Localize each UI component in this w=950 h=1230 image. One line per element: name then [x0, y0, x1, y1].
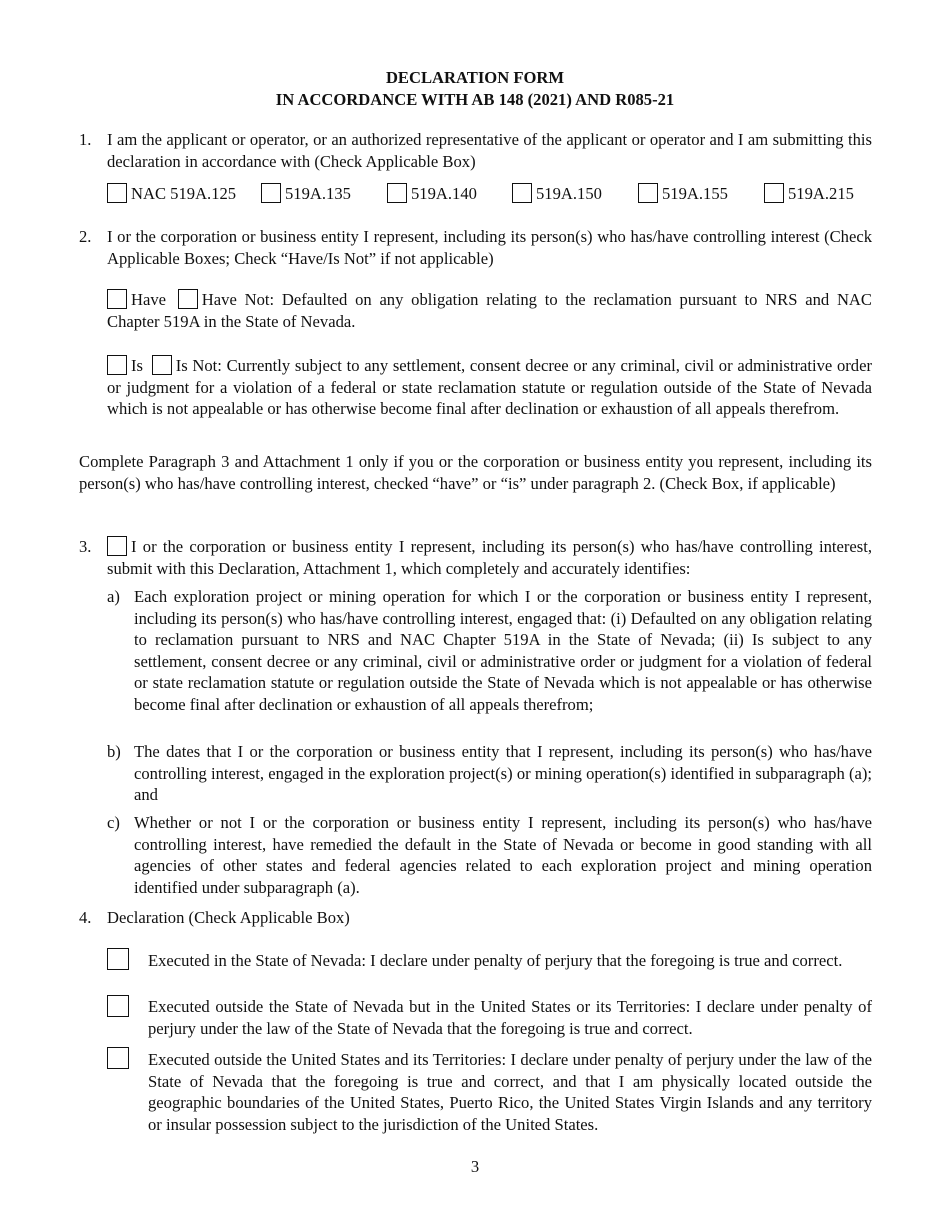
- have-label: Have: [131, 290, 167, 309]
- declaration-nevada-text: Executed in the State of Nevada: I declare under penalty of perjury that the foregoing is true and correct.: [148, 951, 843, 970]
- title-line-2: IN ACCORDANCE WITH AB 148 (2021) AND R085-21: [275, 90, 675, 109]
- subparagraph-b-text: The dates that I or the corporation or business entity that I represent, including its person(s) who has/have controlling interest, engaged in the exploration project(s) or mining operation(s) identified in subparagraph (a); and: [134, 742, 872, 804]
- option-label: 519A.155: [662, 184, 728, 203]
- declaration-outside-us-checkbox[interactable]: [107, 1047, 129, 1069]
- declaration-outside-us-text: Executed outside the United States and its Territories: I declare under penalty of perjury under the law of the State of Nevada that the foregoing is true and correct, and that I am physically located outside the geographic boundaries of the United States, Puerto Rico, the United States Virgin Islands and any territory or insular possession subject to the jurisdiction of the United States.: [148, 1050, 872, 1134]
- option-label: 519A.215: [788, 184, 854, 203]
- page-number: 3: [470, 1157, 480, 1176]
- item-4-number: 4.: [79, 908, 92, 927]
- item-1-number: 1.: [79, 130, 92, 149]
- checkbox[interactable]: [387, 183, 407, 203]
- option-label: NAC 519A.125: [131, 184, 237, 203]
- have-not-label: Have Not:: [201, 290, 275, 309]
- have-not-checkbox[interactable]: [178, 289, 198, 309]
- declaration-us-territories-checkbox[interactable]: [107, 995, 129, 1017]
- subparagraph-c-text: Whether or not I or the corporation or business entity I represent, including its person(s) who has/have controlling interest, have remedied the default in the State of Nevada or become in good standing with all agencies of other states and federal agencies related to each exploration project and mining operation identified under subparagraph (a).: [134, 813, 872, 897]
- option-519a-155[interactable]: [638, 183, 728, 205]
- item-1-options: [107, 183, 877, 207]
- item-4-text: Declaration (Check Applicable Box): [107, 908, 350, 927]
- is-not-checkbox[interactable]: [152, 355, 172, 375]
- is-checkbox[interactable]: [107, 355, 127, 375]
- checkbox[interactable]: [512, 183, 532, 203]
- subparagraph-b-label: b): [107, 742, 121, 761]
- declaration-us-territories-text: Executed outside the State of Nevada but in the United States or its Territories: I declare under penalty of perjury under the law of the State of Nevada that the foregoing is true and correct.: [148, 997, 872, 1038]
- item-2-number: 2.: [79, 227, 92, 246]
- option-label: 519A.140: [411, 184, 477, 203]
- checkbox[interactable]: [261, 183, 281, 203]
- item-2-text: I or the corporation or business entity I represent, including its person(s) who has/have controlling interest (Check Applicable Boxes; Check “Have/Is Not” if not applicable): [107, 227, 872, 268]
- option-label: 519A.150: [536, 184, 602, 203]
- is-clause-text: Currently subject to any settlement, consent decree or any criminal, civil or administrative order or judgment for a violation of a federal or state reclamation statute or regulation outside of the State of Nevada which is not appealable or has otherwise become final after declination or exhaustion of all appeals therefrom.: [107, 356, 872, 418]
- option-519a-150[interactable]: [512, 183, 602, 205]
- attachment-1-checkbox[interactable]: [107, 536, 127, 556]
- have-clause: [107, 289, 872, 332]
- checkbox[interactable]: [764, 183, 784, 203]
- option-label: 519A.135: [285, 184, 351, 203]
- checkbox[interactable]: [107, 183, 127, 203]
- declaration-nevada-checkbox[interactable]: [107, 948, 129, 970]
- item-1-text: I am the applicant or operator, or an authorized representative of the applicant or operator and I am submitting this declaration in accordance with (Check Applicable Box): [107, 130, 872, 171]
- is-label: Is: [131, 356, 143, 375]
- option-519a-135[interactable]: [261, 183, 351, 205]
- item-3-text: I or the corporation or business entity I represent, including its person(s) who has/have controlling interest, submit with this Declaration, Attachment 1, which completely and accurately identifies:: [107, 537, 872, 578]
- subparagraph-c-label: c): [107, 813, 120, 832]
- paragraph-3-instructions: Complete Paragraph 3 and Attachment 1 only if you or the corporation or business entity you represent, including its person(s) who has/have controlling interest, checked “have” or “is” under paragraph 2. (Check Box, if applicable): [79, 452, 872, 493]
- title-line-1: DECLARATION FORM: [385, 68, 565, 87]
- page-title: [0, 67, 950, 111]
- is-not-label: Is Not:: [175, 356, 222, 375]
- checkbox[interactable]: [638, 183, 658, 203]
- have-clause-text: Defaulted on any obligation relating to the reclamation pursuant to NRS and NAC Chapter 519A in the State of Nevada.: [107, 290, 872, 331]
- have-checkbox[interactable]: [107, 289, 127, 309]
- item-3-text-block: [107, 536, 872, 579]
- is-clause: [107, 355, 872, 420]
- option-519a-215[interactable]: [764, 183, 854, 205]
- option-519a-140[interactable]: [387, 183, 477, 205]
- subparagraph-a-text: Each exploration project or mining operation for which I or the corporation or business entity I represent, including its person(s) who has/have controlling interest, engaged that: (i) Defaulted on any obligation relating to reclamation pursuant to NRS and NAC Chapter 519A in the State of Nevada; (ii) Is subject to any settlement, consent decree or any criminal, civil or administrative order or judgment for a violation of federal or state reclamation statute or regulation outside the State of Nevada which is not appealable or has otherwise become final after declination or exhaustion of all appeals therefrom;: [134, 587, 872, 714]
- subparagraph-a-label: a): [107, 587, 120, 606]
- option-nac-519a-125[interactable]: [107, 183, 236, 205]
- item-3-number: 3.: [79, 537, 92, 556]
